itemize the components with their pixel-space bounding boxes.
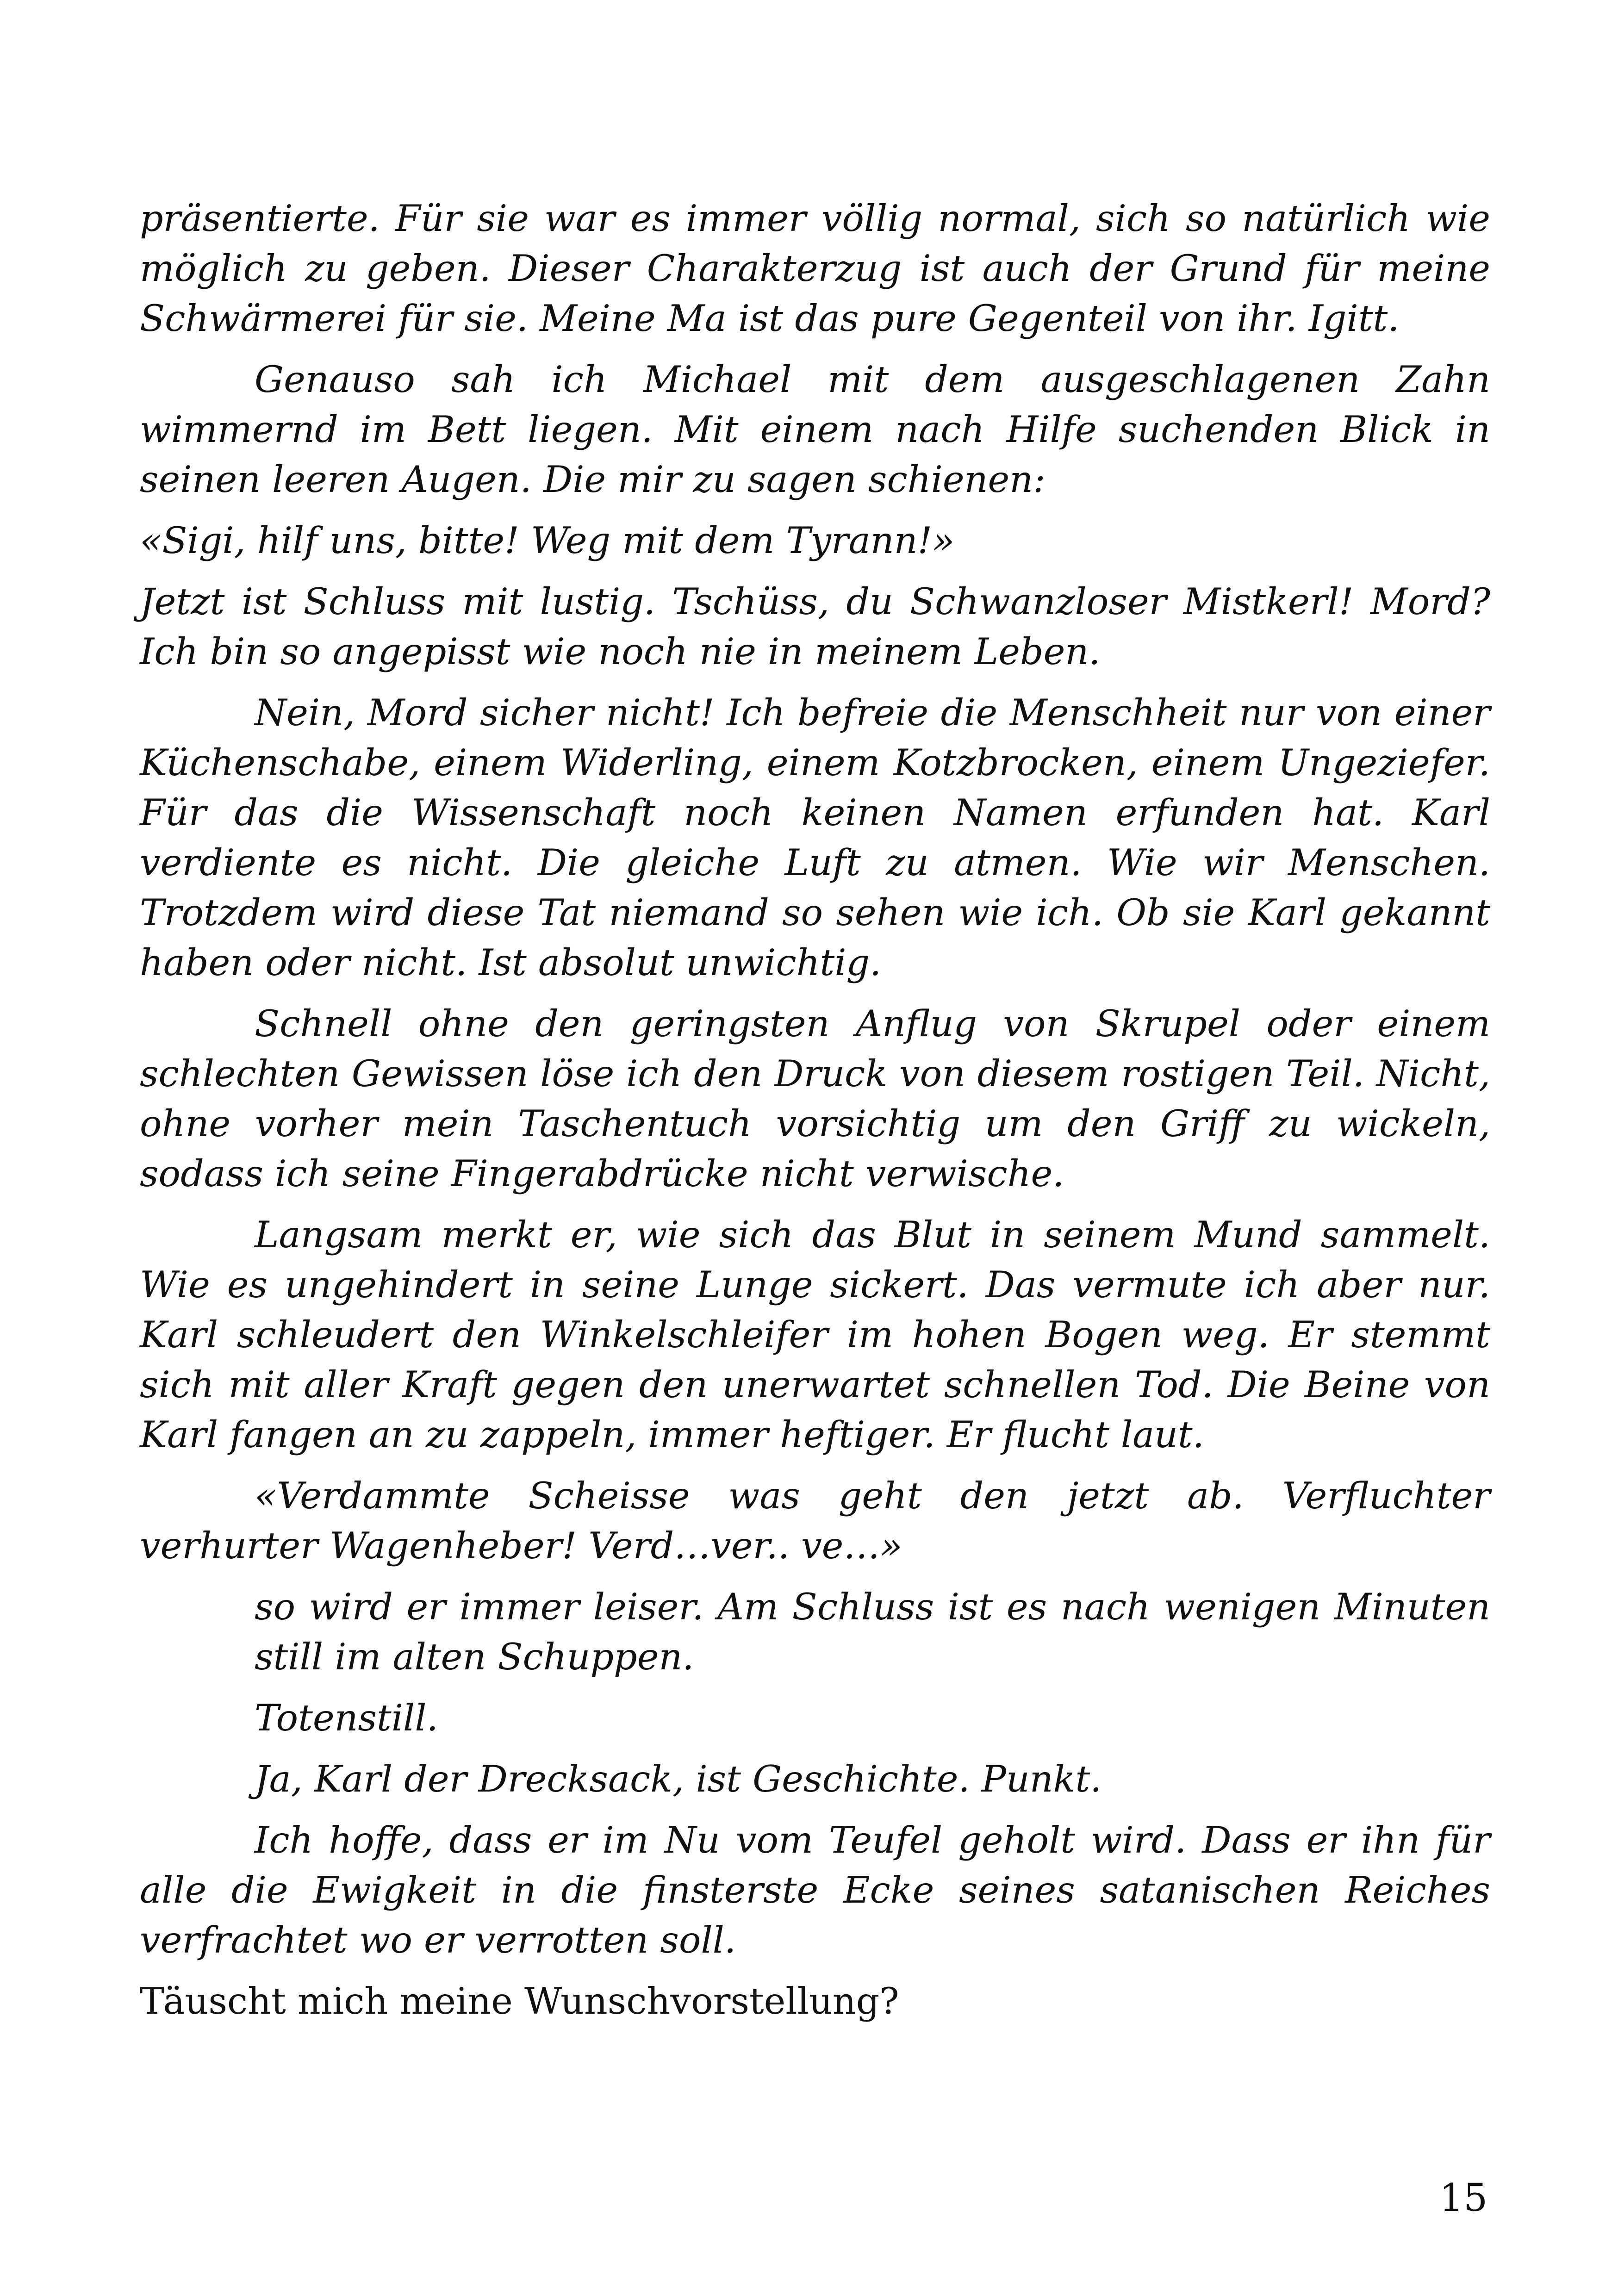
page-number: 15 — [1439, 2176, 1488, 2220]
paragraph: Ja, Karl der Drecksack, ist Geschichte. Punkt. — [255, 1758, 1102, 1800]
body-text — [140, 193, 1490, 2026]
dialogue-line: «Sigi, hilf uns, bitte! Weg mit dem Tyrann!» — [140, 519, 955, 562]
paragraph: Totenstill. — [255, 1697, 438, 1739]
paragraph: Ich hoffe, dass er im Nu vom Teufel geholt wird. Dass er ihn für alle die Ewigkeit in die finsterste Ecke seines satanischen Reiches verfrachtet wo er verrotten soll. — [140, 1819, 1490, 1961]
closing-line: Täuscht mich meine Wunschvorstellung? — [140, 1980, 899, 2022]
paragraph: Schnell ohne den geringsten Anflug von Skrupel oder einem schlechten Gewissen löse ich den Druck von diesem rostigen Teil. Nicht, ohne vorher mein Taschentuch vorsichtig um den Griff zu wickeln, sodass ich seine Fingerabdrücke nicht verwische. — [140, 1002, 1490, 1195]
paragraph: Langsam merkt er, wie sich das Blut in seinem Mund sammelt. Wie es ungehindert in seine Lunge sickert. Das vermute ich aber nur. Karl schleudert den Winkelschleifer im hohen Bogen weg. Er stemmt sich mit aller Kraft gegen den unerwartet schnellen Tod. Die Beine von Karl fangen an zu zappeln, immer heftiger. Er flucht laut. — [140, 1213, 1490, 1456]
paragraph: präsentierte. Für sie war es immer völlig normal, sich so natürlich wie möglich zu geben. Dieser Charakterzug ist auch der Grund für meine Schwärmerei für sie. Meine Ma ist das pure Gegenteil von ihr. Igitt. — [140, 197, 1490, 340]
paragraph: Genauso sah ich Michael mit dem ausgeschlagenen Zahn wimmernd im Bett liegen. Mit einem nach Hilfe suchenden Blick in seinen leeren Augen. Die mir zu sagen schienen: — [140, 358, 1490, 501]
paragraph: Jetzt ist Schluss mit lustig. Tschüss, du Schwanzloser Mistkerl! Mord? Ich bin so angepisst wie noch nie in meinem Leben. — [140, 580, 1490, 673]
paragraph: Nein, Mord sicher nicht! Ich befreie die Menschheit nur von einer Küchenschabe, einem Widerling, einem Kotzbrocken, einem Ungeziefer. Für das die Wissenschaft noch keinen Namen erfunden hat. Karl verdiente es nicht. Die gleiche Luft zu atmen. Wie wir Menschen. Trotzdem wird diese Tat niemand so sehen wie ich. Ob sie Karl gekannt haben oder nicht. Ist absolut unwichtig. — [140, 691, 1490, 984]
paragraph: so wird er immer leiser. Am Schluss ist es nach wenigen Minuten still im alten Schuppen. — [255, 1586, 1490, 1678]
dialogue-line: «Verdammte Scheisse was geht den jetzt ab. Verfluchter verhurter Wagenheber! Verd…ver.. ve…» — [140, 1475, 1490, 1567]
